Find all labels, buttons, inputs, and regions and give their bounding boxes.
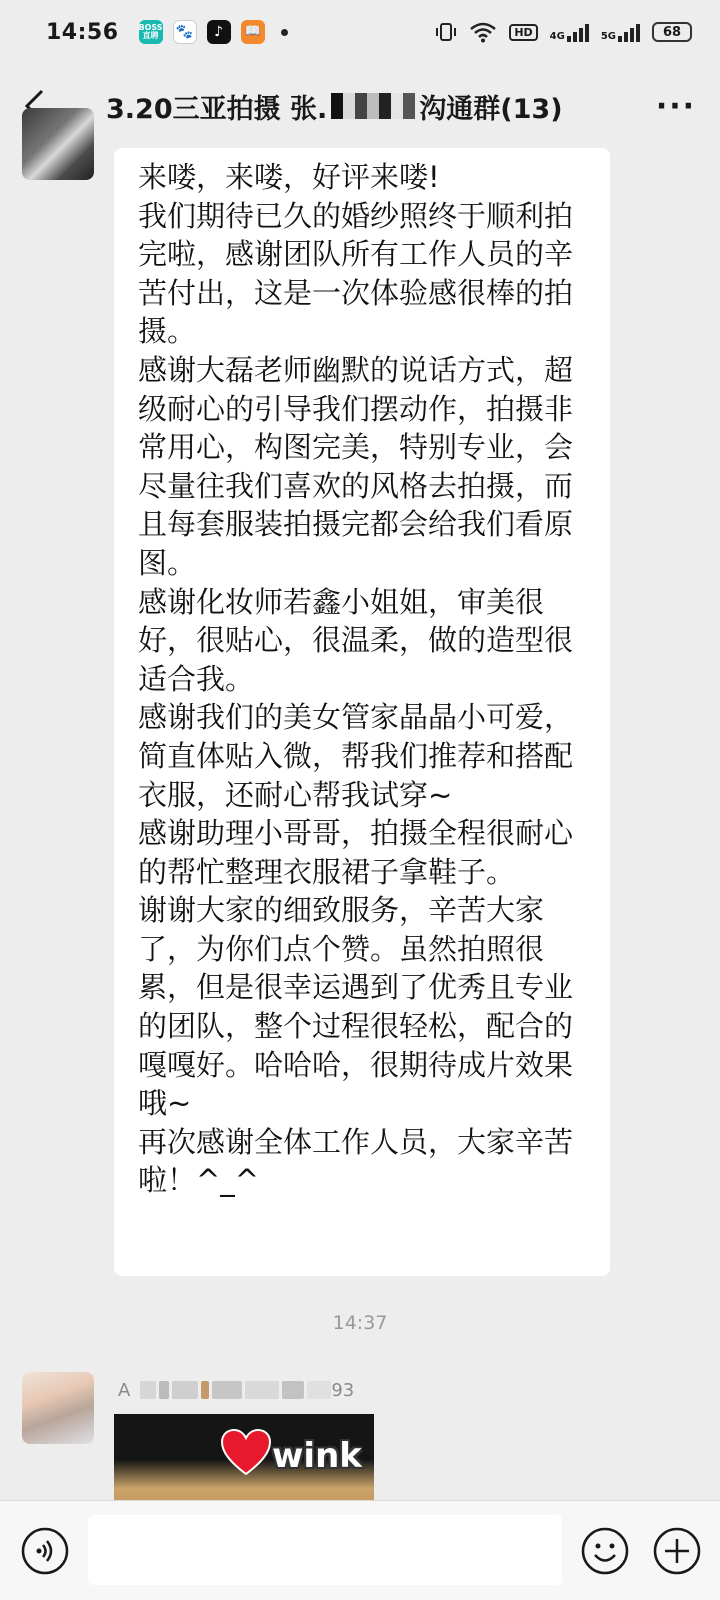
message-line: 累，但是很幸运遇到了优秀且专业 (138, 970, 574, 1005)
sender-avatar[interactable] (22, 1372, 94, 1444)
signal-5g: 5G (601, 22, 640, 42)
message-line: 衣服，还耐心帮我试穿~ (138, 777, 453, 812)
message-line: 再次感谢全体工作人员，大家辛苦 (138, 1124, 574, 1159)
redacted-mosaic (331, 93, 415, 119)
sticker-caption: wink (272, 1436, 362, 1476)
message-line: 级耐心的引导我们摆动作，拍摄非 (138, 391, 574, 426)
message-line: 且每套服装拍摄完都会给我们看原 (138, 507, 574, 542)
message-line: 苦付出，这是一次体验感很棒的拍 (138, 275, 574, 310)
message-line: 我们期待已久的婚纱照终于顺利拍 (138, 198, 574, 233)
message-line: 的团队，整个过程很轻松，配合的 (138, 1009, 574, 1044)
tiktok-icon: ♪ (207, 20, 231, 44)
chat-title-prefix: 3.20三亚拍摄 张. (106, 93, 328, 125)
heart-icon (220, 1428, 272, 1476)
time-separator: 14:37 (332, 1312, 388, 1334)
signal-bars-icon (618, 22, 640, 42)
boss-zhipin-icon: BOSS 直聘 (139, 20, 163, 44)
message-line: 来喽，来喽，好评来喽! (138, 160, 440, 194)
message-bubble[interactable] (114, 148, 610, 1276)
message-line: 哦~ (138, 1086, 192, 1121)
hd-badge: HD (509, 24, 537, 41)
status-indicators (435, 21, 692, 43)
sender-name-prefix: A (118, 1379, 131, 1401)
plus-icon (652, 1526, 702, 1576)
voice-icon (20, 1526, 70, 1576)
message-line: 完啦，感谢团队所有工作人员的辛 (138, 237, 574, 272)
message-line: 感谢助理小哥哥，拍摄全程很耐心 (138, 816, 574, 851)
message-line: 感谢化妆师若鑫小姐姐，审美很 (138, 584, 545, 619)
message-line: 摄。 (138, 314, 197, 349)
voice-button[interactable] (20, 1526, 70, 1576)
more-functions-button[interactable] (652, 1526, 702, 1576)
signal-4g: 4G (550, 22, 589, 42)
message-line: 啦！^_^ (138, 1163, 260, 1198)
book-app-icon: 📖 (241, 20, 265, 44)
emoji-icon (580, 1526, 630, 1576)
message-line: 感谢大磊老师幽默的说话方式，超 (138, 352, 574, 387)
more-notifications-dot (281, 29, 288, 36)
notification-apps (139, 20, 288, 44)
signal-bars-icon (567, 22, 589, 42)
message-line: 嘎嘎好。哈哈哈，很期待成片效果 (138, 1047, 574, 1082)
more-options-button[interactable]: ··· (655, 88, 697, 124)
message-line: 图。 (138, 545, 197, 580)
sender-name-suffix: 93 (331, 1379, 355, 1401)
status-bar (0, 0, 720, 64)
message-line: 感谢我们的美女管家晶晶小可爱， (138, 700, 574, 735)
message-line: 的帮忙整理衣服裙子拿鞋子。 (138, 854, 516, 889)
status-time: 14:56 (46, 19, 119, 45)
message-line: 尽量往我们喜欢的风格去拍摄，而 (138, 468, 574, 503)
message-line: 适合我。 (138, 661, 255, 696)
chat-title (106, 87, 563, 126)
message-line: 常用心，构图完美，特别专业，会 (138, 430, 574, 465)
sender-avatar[interactable] (22, 108, 94, 180)
message-line: 好，很贴心，很温柔，做的造型很 (138, 623, 574, 658)
message-line: 简直体贴入微，帮我们推荐和搭配 (138, 738, 574, 773)
battery-icon: 68 (652, 22, 692, 42)
chat-header (0, 64, 720, 148)
message-line: 谢谢大家的细致服务，辛苦大家 (138, 893, 545, 928)
message-input[interactable] (88, 1515, 562, 1585)
wifi-icon (469, 21, 497, 43)
redacted-sender-name (140, 1381, 331, 1399)
baidu-icon: 🐾 (173, 20, 197, 44)
vibrate-icon (435, 21, 457, 43)
input-bar (0, 1500, 720, 1600)
sender-name (118, 1376, 354, 1404)
message-line: 了，为你们点个赞。虽然拍照很 (138, 931, 545, 966)
chat-title-suffix: 沟通群(13) (419, 93, 563, 125)
emoji-button[interactable] (580, 1526, 630, 1576)
